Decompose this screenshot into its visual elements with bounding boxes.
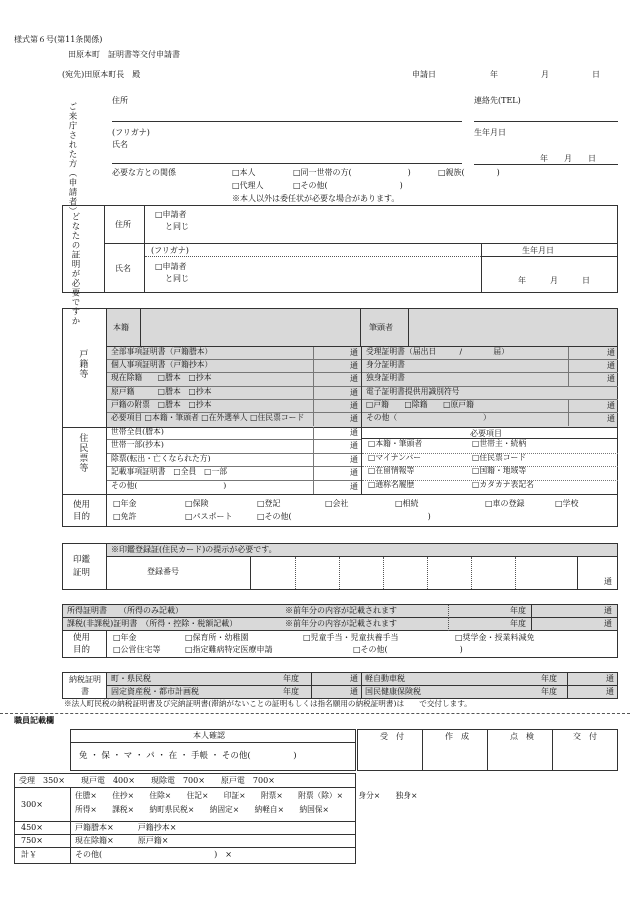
hittousha-label-cell — [361, 309, 409, 346]
family-left-item: 現在除籍 □謄本 □抄本 — [111, 373, 212, 383]
purpose1-option[interactable]: □学校 — [555, 499, 579, 508]
family-left-unit: 通 — [350, 400, 358, 410]
subject-birth-divider — [482, 256, 618, 257]
resident-option[interactable]: □本籍・筆頭者 — [368, 439, 423, 448]
fee-total-label: 計￥ — [21, 850, 37, 859]
seal-digit-sep-2 — [339, 557, 340, 589]
tax-item-2-year: 年度 — [283, 687, 299, 696]
purpose1-row2 — [107, 512, 617, 524]
resident-option[interactable]: □世帯主・続柄 — [472, 439, 527, 448]
subject-address-field[interactable] — [145, 206, 617, 244]
purpose1-option[interactable]: □年金 — [113, 499, 137, 508]
resident-section-label: 住民票等 — [77, 433, 88, 473]
rel-same-household-checkbox[interactable]: □同一世帯の方( ) — [293, 168, 411, 177]
tax-row-1 — [107, 673, 617, 686]
applicant-contact-label: 連絡先(TEL) — [474, 96, 521, 105]
tax-item-3[interactable]: 軽自動車税 — [365, 674, 405, 683]
resident-left-count[interactable] — [313, 481, 361, 494]
resident-left-row[interactable] — [107, 481, 361, 494]
resident-left-count[interactable] — [313, 427, 361, 440]
income-row2-year: 年度 — [510, 619, 526, 628]
family-right-count[interactable] — [568, 413, 618, 426]
applicant-birth-ymd: 年 月 日 — [540, 154, 596, 163]
income-row2-note: ※前年分の内容が記載されます — [285, 619, 397, 628]
income-purpose-option[interactable]: □指定難病特定医療申請 — [185, 645, 273, 654]
resident-options — [361, 427, 617, 494]
fee-750-label-cell — [15, 835, 71, 847]
applicant-section — [62, 90, 618, 216]
family-left-row[interactable] — [107, 360, 361, 373]
resident-required-row — [362, 427, 618, 439]
income-purpose-option[interactable]: □奨学金・授業料減免 — [455, 633, 535, 642]
tax-item-3-unit: 通 — [606, 674, 614, 683]
stamp-col-3-label: 点 検 — [510, 732, 534, 741]
family-right-item: 独身証明書 — [366, 373, 405, 383]
resident-label-cell — [63, 427, 107, 494]
resident-left-unit: 通 — [350, 481, 358, 491]
family-right-item: その他（ ） — [366, 413, 491, 422]
purpose1-option[interactable]: □その他( ) — [257, 512, 431, 521]
staff-confirm-header — [71, 730, 355, 743]
seal-unit: 通 — [604, 577, 612, 586]
income-row1-label[interactable]: 所得証明書 （所得のみ記載） — [67, 606, 183, 615]
family-right-row[interactable] — [362, 413, 618, 426]
resident-left-list — [107, 427, 361, 494]
family-left-count[interactable] — [313, 373, 361, 386]
seal-digit-sep-6 — [515, 557, 516, 589]
seal-digit-sep-4 — [427, 557, 428, 589]
seal-reg-label-cell — [107, 557, 251, 589]
tax-row-2 — [107, 686, 617, 698]
family-right-row[interactable] — [362, 387, 618, 400]
relation-note: ※本人以外は委任状が必要な場合があります。 — [232, 194, 400, 203]
purpose1-label: 使用目的 — [73, 500, 91, 522]
income-row2-sep — [448, 618, 449, 631]
family-section-label: 戸籍等 — [77, 349, 88, 379]
subject-name-field[interactable] — [145, 244, 617, 292]
fee-750-text: 現在除籍× 原戸籍× — [75, 836, 169, 845]
resident-left-row[interactable] — [107, 467, 361, 480]
tax-item-1-unit: 通 — [350, 674, 358, 683]
staff-section-label: 職員記載欄 — [14, 715, 54, 725]
family-right-count[interactable] — [568, 373, 618, 386]
seal-label-cell — [63, 544, 107, 589]
fee-total-row — [15, 848, 355, 863]
family-left-item: 必要項目 □本籍・筆頭者 □在外選挙人 □住民票コード — [111, 413, 305, 422]
honseki-field[interactable] — [141, 309, 361, 346]
income-purpose-label: 使用目的 — [73, 633, 91, 655]
fee-total-label-cell — [15, 848, 71, 863]
rel-relative-checkbox[interactable]: □親族( ) — [438, 168, 500, 177]
stamp-col-4[interactable] — [553, 730, 617, 770]
family-left-count[interactable] — [313, 413, 361, 426]
resident-left-unit: 通 — [350, 441, 358, 451]
resident-option[interactable]: □国籍・地域等 — [472, 466, 527, 475]
tax-item-1-year: 年度 — [283, 674, 299, 683]
family-right-row[interactable] — [362, 373, 618, 386]
purpose1-option[interactable]: □相続 — [395, 499, 419, 508]
resident-option[interactable]: □通称名履歴 — [368, 479, 415, 489]
subject-birth-cell — [481, 244, 617, 292]
income-purpose-option[interactable]: □年金 — [113, 633, 137, 642]
seal-count-field[interactable] — [577, 557, 617, 589]
resident-option[interactable]: □カタカナ表記名 — [472, 479, 534, 489]
family-left-unit: 通 — [350, 374, 358, 384]
family-left-list — [107, 347, 361, 427]
family-left-count[interactable] — [313, 387, 361, 400]
tax-item-2-count[interactable] — [311, 686, 361, 698]
date-day: 日 — [592, 70, 600, 79]
resident-left-item: その他( ) — [111, 480, 227, 490]
resident-left-item: 記載事項証明書 □全員 □一部 — [111, 467, 228, 477]
fee-300-line1: 住謄× 住抄× 住除× 住記× 印証× 附票× 附票（除）× 身分× 独身× — [75, 791, 418, 800]
staff-fee-table — [14, 773, 418, 864]
applicant-furigana-label: (フリガナ) — [112, 128, 150, 137]
family-right-row[interactable] — [362, 360, 618, 373]
staff-confirm-label: 本人確認 — [193, 731, 225, 740]
tax-item-3-year: 年度 — [541, 674, 557, 683]
fee-300-label-cell — [15, 788, 71, 821]
stamp-col-3[interactable] — [488, 730, 553, 770]
income-row1-count[interactable] — [531, 605, 617, 618]
stamp-col-1-label: 受 付 — [380, 732, 404, 741]
resident-option[interactable]: □マイナンバー — [368, 452, 422, 462]
fee-750-label: 750× — [21, 836, 43, 845]
fee-450-row — [15, 822, 355, 835]
subject-birth-label: 生年月日 — [522, 246, 554, 255]
resident-left-row[interactable] — [107, 440, 361, 453]
subject-furigana-label: (フリガナ) — [151, 246, 189, 255]
staff-cut-line — [0, 713, 630, 714]
tax-item-3-count[interactable] — [567, 673, 617, 686]
tax-note: ※法人町民税の納税証明書及び完納証明書(滞納がないことの証明もしくは指名願用の納税証明書)は で交付します。 — [64, 699, 472, 708]
family-left-item: 原戸籍 □謄本 □抄本 — [111, 386, 212, 396]
family-left-item: 全部事項証明書（戸籍謄本） — [111, 347, 213, 356]
tax-label-cell — [63, 673, 107, 698]
tax-section — [62, 672, 618, 699]
family-right-item: 身分証明書 — [366, 360, 405, 370]
seal-digit-sep-3 — [383, 557, 384, 589]
income-purpose-option[interactable]: □保育所・幼稚園 — [185, 633, 249, 642]
rel-other-checkbox[interactable]: □その他( ) — [293, 181, 403, 190]
family-right-count[interactable] — [568, 360, 618, 373]
income-purpose-option[interactable]: □児童手当・児童扶養手当 — [303, 633, 399, 642]
purpose1-option[interactable]: □会社 — [325, 499, 349, 508]
resident-left-count[interactable] — [313, 467, 361, 480]
purpose1-option[interactable]: □車の登録 — [485, 499, 525, 508]
resident-option-grid — [362, 439, 618, 494]
family-left-row[interactable] — [107, 413, 361, 426]
stamp-col-1[interactable] — [358, 730, 423, 770]
income-purpose-option[interactable]: □公営住宅等 — [113, 645, 161, 654]
family-left-count[interactable] — [313, 400, 361, 413]
resident-left-item: 世帯一部(抄本) — [111, 440, 164, 450]
seal-digit-sep-1 — [295, 557, 296, 589]
family-right-item: □戸籍 □除籍 □原戸籍 — [366, 399, 474, 409]
applicant-name-field[interactable] — [112, 154, 462, 164]
seal-digit-sep-5 — [471, 557, 472, 589]
subject-name-label: 氏名 — [115, 264, 131, 273]
family-right-row[interactable] — [362, 400, 618, 413]
family-left-unit: 通 — [350, 348, 358, 357]
resident-option[interactable]: □住民票コード — [472, 452, 527, 462]
tax-item-1[interactable]: 町・県民税 — [111, 674, 151, 683]
subject-birth-ymd: 年 月 日 — [518, 276, 590, 285]
income-row2-unit: 通 — [604, 619, 612, 628]
subject-address-same-text: と同じ — [165, 222, 189, 231]
fee-300-line2: 所得× 課税× 納町県民税× 納固定× 納軽自× 納国保× — [75, 805, 329, 814]
tax-section-label: 納税証明書 — [69, 675, 101, 696]
applicant-contact-field[interactable] — [474, 112, 618, 122]
relation-label: 必要な方との関係 — [112, 168, 176, 177]
family-right-item: 電子証明書提供用識別符号 — [366, 386, 460, 396]
family-right-unit: 通 — [607, 414, 615, 423]
tax-item-2-unit: 通 — [350, 687, 358, 696]
purpose1-label-cell — [63, 495, 107, 526]
seal-section-label: 印鑑証明 — [73, 555, 91, 578]
income-purpose-row1 — [107, 633, 617, 645]
seal-reg-no-field[interactable] — [251, 557, 577, 589]
income-row1-note: ※前年分の内容が記載されます — [285, 606, 397, 615]
subject-name-same-text: と同じ — [165, 274, 189, 283]
resident-left-unit: 通 — [350, 428, 358, 437]
purpose1-row1 — [107, 499, 617, 511]
income-row1-sep — [448, 605, 449, 618]
family-section — [62, 308, 618, 428]
fee-300-row — [15, 788, 418, 822]
hittousha-field[interactable] — [409, 309, 617, 346]
resident-left-unit: 通 — [350, 468, 358, 478]
resident-left-count[interactable] — [313, 454, 361, 467]
purpose1-option[interactable]: □登記 — [257, 499, 281, 508]
subject-section — [62, 205, 618, 326]
family-label-cell — [63, 309, 107, 427]
honseki-label-cell — [107, 309, 141, 346]
resident-option[interactable]: □在留情報等 — [368, 466, 415, 475]
rel-self-checkbox[interactable]: □本人 — [232, 168, 256, 177]
family-right-unit: 通 — [607, 374, 615, 384]
subject-name-same-checkbox[interactable]: □申請者 — [155, 262, 187, 271]
income-row2-label[interactable]: 課税(非課税)証明書 （所得・控除・税額記載） — [67, 619, 238, 628]
tax-item-1-count[interactable] — [311, 673, 361, 686]
seal-reg-no-label: 登録番号 — [147, 567, 179, 576]
resident-left-row[interactable] — [107, 454, 361, 467]
subject-section-label: どなたの証明が必要ですか — [70, 212, 80, 326]
resident-required-label: 必要項目 — [470, 429, 502, 438]
family-left-item: 戸籍の附票 □謄本 □抄本 — [111, 399, 212, 409]
staff-confirm-box — [70, 729, 356, 771]
hittousha-label: 筆頭者 — [369, 323, 393, 332]
family-left-count[interactable] — [313, 347, 361, 360]
family-left-row[interactable] — [107, 400, 361, 413]
seal-section — [62, 543, 618, 590]
family-left-count[interactable] — [313, 360, 361, 373]
family-left-unit: 通 — [350, 387, 358, 397]
family-left-row[interactable] — [107, 387, 361, 400]
subject-address-label: 住所 — [115, 220, 131, 229]
tax-item-4-unit: 通 — [606, 687, 614, 696]
applicant-name-label: 氏名 — [112, 140, 128, 149]
staff-confirm-items[interactable]: 免 ・ 保 ・ マ ・ パ ・ 在 ・ 手帳 ・ その他( ) — [79, 751, 297, 761]
applicant-section-label: ご来庁された方（申請者） — [67, 102, 77, 216]
subject-address-same-checkbox[interactable]: □申請者 — [155, 210, 187, 219]
fee-300-label: 300× — [21, 800, 43, 809]
family-left-row[interactable] — [107, 373, 361, 386]
date-year: 年 — [490, 70, 498, 79]
staff-stamp-box — [357, 729, 618, 771]
income-row1-year: 年度 — [510, 606, 526, 615]
rel-agent-checkbox[interactable]: □代理人 — [232, 181, 264, 190]
family-right-item: 受理証明書（届出日 / 届） — [366, 347, 509, 356]
fee-750-row — [15, 835, 355, 848]
family-left-unit: 通 — [350, 361, 358, 371]
income-row-2 — [63, 618, 617, 631]
family-right-unit: 通 — [607, 361, 615, 371]
family-right-count[interactable] — [568, 347, 618, 360]
fee-line: 受理 350× 現戸電 400× 現除電 700× 原戸電 700× — [19, 776, 275, 785]
resident-left-item: 世帯全員(謄本) — [111, 427, 164, 436]
seal-note: ※印鑑登録証(住民カード)の提示が必要です。 — [111, 545, 277, 554]
tax-item-2[interactable]: 固定資産税・都市計画税 — [111, 687, 199, 696]
fee-line-row — [15, 774, 355, 788]
purpose1-option[interactable]: □保険 — [185, 499, 209, 508]
resident-section — [62, 427, 618, 495]
family-left-item: 個人事項証明書（戸籍抄本） — [111, 360, 213, 370]
tax-item-4-count[interactable] — [567, 686, 617, 698]
purpose1-section — [62, 495, 618, 527]
resident-left-row[interactable] — [107, 427, 361, 440]
purpose1-option[interactable]: □パスポート — [185, 512, 233, 521]
subject-name-cell — [105, 244, 145, 292]
resident-left-unit: 通 — [350, 454, 358, 464]
honseki-label: 本籍 — [113, 323, 129, 332]
applicant-address-field[interactable] — [112, 112, 462, 122]
tax-item-4[interactable]: 国民健康保険税 — [365, 687, 421, 696]
fee-450-label-cell — [15, 822, 71, 834]
fee-450-label: 450× — [21, 823, 43, 832]
stamp-col-2[interactable] — [423, 730, 488, 770]
income-row2-count[interactable] — [531, 618, 617, 631]
applicant-address-label: 住所 — [112, 96, 128, 105]
stamp-col-4-label: 交 付 — [573, 732, 597, 741]
subject-address-cell — [105, 206, 145, 244]
family-left-row[interactable] — [107, 347, 361, 360]
tax-row2-mid-divider — [361, 686, 362, 698]
date-label: 申請日 — [412, 70, 436, 79]
applicant-birth-underline — [474, 164, 618, 165]
family-right-list — [361, 347, 617, 427]
addressee: (宛先)田原本町長 殿 — [62, 70, 141, 79]
form-number: 様式第６号(第11条関係) — [14, 35, 103, 44]
family-right-row[interactable] — [362, 347, 618, 360]
tax-item-4-year: 年度 — [541, 687, 557, 696]
tax-row1-mid-divider — [361, 673, 362, 686]
applicant-birth-label: 生年月日 — [474, 128, 506, 137]
family-right-unit: 通 — [607, 400, 615, 410]
income-purpose-option[interactable]: □その他( ) — [353, 645, 463, 654]
income-purpose-label-cell — [63, 631, 107, 657]
fee-total-text: その他( ) × — [75, 850, 232, 859]
stamp-col-2-label: 作 成 — [445, 732, 469, 741]
income-section — [62, 604, 618, 658]
family-right-unit: 通 — [607, 348, 615, 357]
income-row-1 — [63, 605, 617, 618]
income-purpose-row2 — [107, 645, 617, 657]
resident-left-item: 除票(転出・亡くなられた方) — [111, 453, 211, 463]
family-left-unit: 通 — [350, 414, 358, 423]
subject-label-cell — [63, 206, 105, 326]
resident-left-count[interactable] — [313, 440, 361, 453]
family-right-count[interactable] — [568, 400, 618, 413]
purpose1-option[interactable]: □免許 — [113, 512, 137, 521]
income-row1-unit: 通 — [604, 606, 612, 615]
family-honseki-row — [107, 309, 617, 347]
family-items — [107, 347, 617, 427]
form-title: 田原本町 証明書等交付申請書 — [68, 50, 180, 59]
fee-450-text: 戸籍謄本× 戸籍抄本× — [75, 823, 177, 832]
seal-note-row — [107, 544, 617, 557]
date-month: 月 — [541, 70, 549, 79]
